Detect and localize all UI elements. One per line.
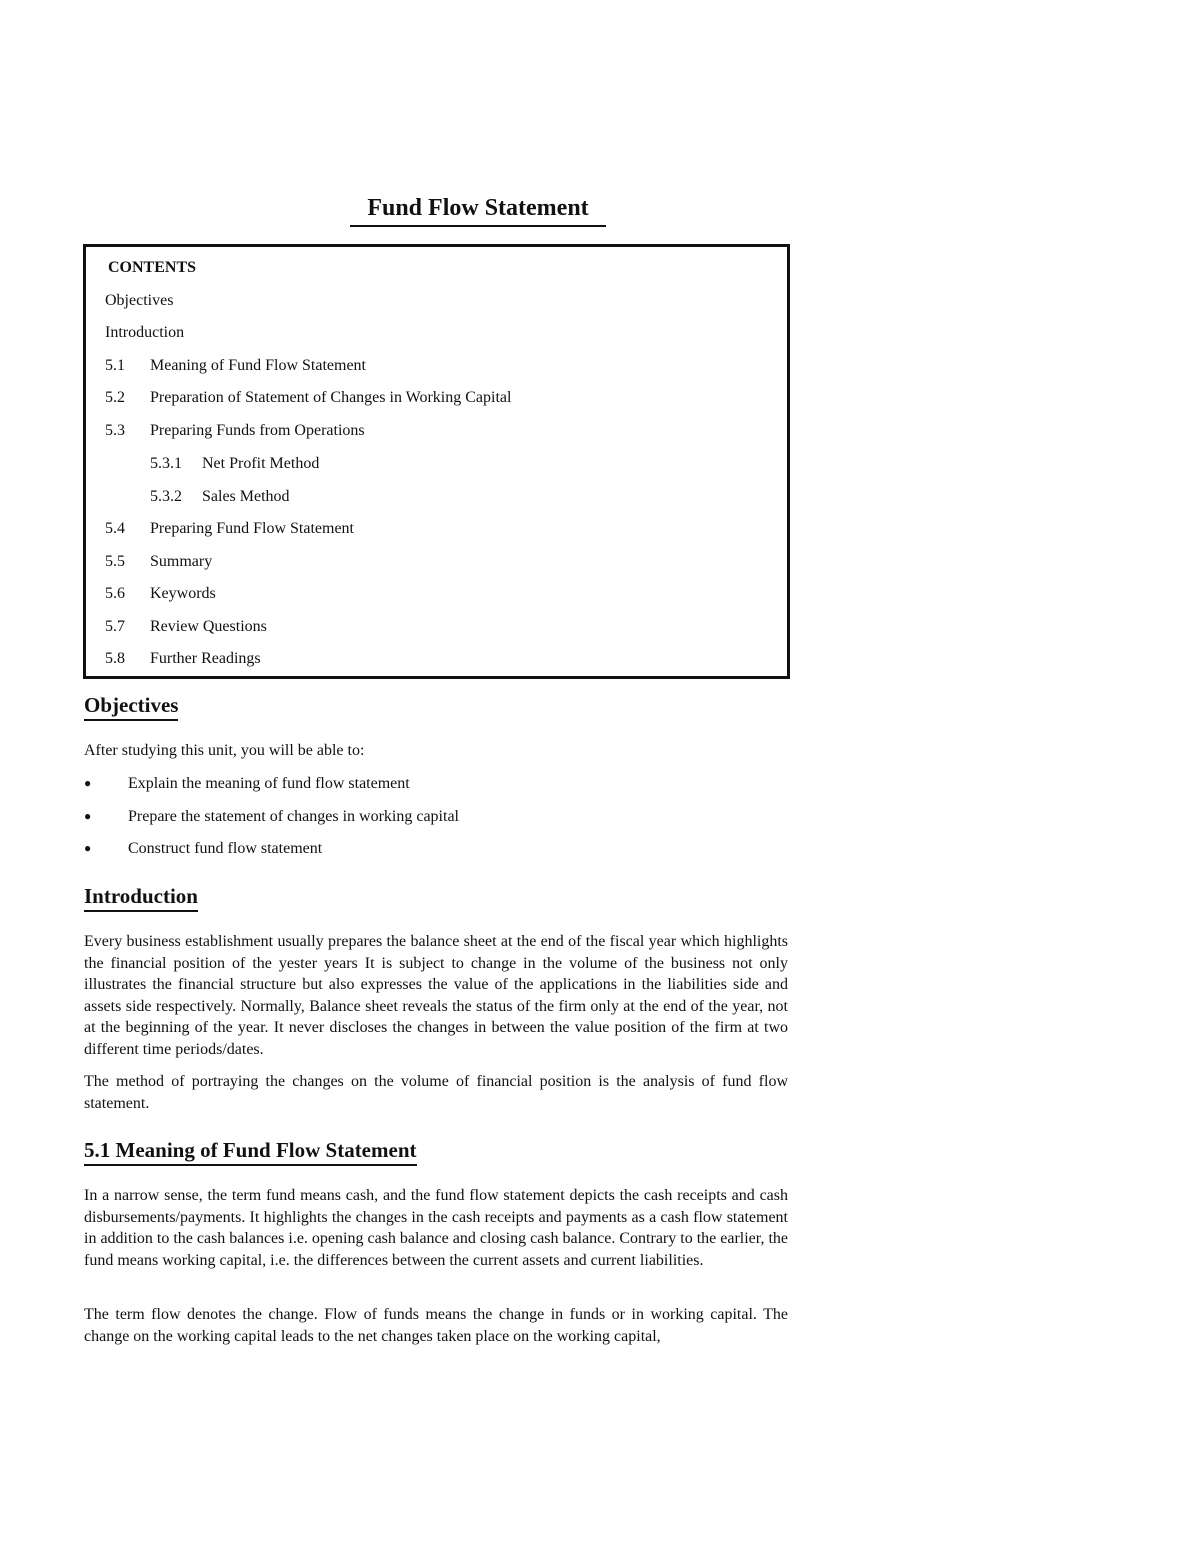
objective-bullet-item [84, 772, 410, 795]
toc-item-label: Net Profit Method [202, 455, 320, 472]
meaning-heading: 5.1 Meaning of Fund Flow Statement [84, 1137, 417, 1166]
objective-bullet-item [84, 837, 322, 860]
toc-item-label: Preparing Funds from Operations [150, 422, 365, 439]
toc-item-number: 5.7 [105, 618, 125, 635]
introduction-paragraph-1: Every business establishment usually prepares the balance sheet at the end of the fiscal year which highlights the financial position of the yester years It is subject to change in the volume of the business not only illustrates the financial structure but also expresses the value of the applications in the liabilities side and assets side respectively. Normally, Balance sheet reveals the status of the firm only at the end of the year, not at the beginning of the year. It never discloses the changes in between the value position of the firm at two different time periods/dates. [84, 933, 788, 1058]
toc-item-number: 5.1 [105, 357, 125, 374]
toc-item-number: 5.4 [105, 520, 125, 537]
toc-item-5-3-1 [150, 453, 319, 475]
bullet-icon: ● [84, 841, 92, 855]
toc-item-label: Summary [150, 553, 213, 570]
toc-item-5-3-2 [150, 486, 290, 508]
toc-item-label: Further Readings [150, 650, 261, 667]
objective-text: Explain the meaning of fund flow statement [128, 775, 410, 792]
toc-item-label: Preparing Fund Flow Statement [150, 520, 354, 537]
contents-heading: CONTENTS [108, 259, 197, 276]
bullet-icon: ● [84, 776, 92, 790]
meaning-paragraph-1: In a narrow sense, the term fund means cash, and the fund flow statement depicts the cash receipts and cash disbursements/payments. It highlights the changes in the cash receipts and payments as a cash flow statement in addition to the cash balances i.e. opening cash balance and closing cash balance. Contrary to the earlier, the fund means working capital, i.e. the differences between the current assets and current liabilities. [84, 1187, 788, 1269]
toc-item-5-6 [105, 583, 216, 605]
toc-item-number: 5.2 [105, 389, 125, 406]
toc-item-introduction [105, 322, 184, 344]
objectives-heading: Objectives [84, 692, 178, 721]
toc-item-label: Preparation of Statement of Changes in Working Capital [150, 389, 512, 406]
toc-item-label: Sales Method [202, 488, 290, 505]
page-title: Fund Flow Statement [350, 193, 606, 227]
toc-item-5-2 [105, 387, 511, 409]
toc-item-number: 5.3.1 [150, 455, 182, 472]
toc-item-number: 5.3.2 [150, 488, 182, 505]
toc-item-number: 5.6 [105, 585, 125, 602]
toc-item-label: Keywords [150, 585, 216, 602]
toc-item-5-1 [105, 355, 366, 377]
toc-item-number: 5.5 [105, 553, 125, 570]
meaning-paragraph-2: The term flow denotes the change. Flow of funds means the change in funds or in working capital. The change on the working capital leads to the net changes taken place on the working capital, [84, 1306, 788, 1345]
toc-item-label: Meaning of Fund Flow Statement [150, 357, 366, 374]
toc-item-5-5 [105, 551, 212, 573]
toc-item-5-8 [105, 648, 261, 670]
introduction-heading: Introduction [84, 883, 198, 912]
contents-box [83, 244, 790, 679]
objective-bullet-item [84, 805, 459, 828]
toc-item-number: 5.8 [105, 650, 125, 667]
toc-item-label: Objectives [105, 292, 174, 309]
toc-item-label: Introduction [105, 324, 185, 341]
objective-text: Construct fund flow statement [128, 840, 323, 857]
toc-item-5-4 [105, 518, 354, 540]
introduction-paragraph-2: The method of portraying the changes on the volume of financial position is the analysis of fund flow statement. [84, 1073, 788, 1112]
toc-item-5-3 [105, 420, 365, 442]
objectives-intro: After studying this unit, you will be able to: [84, 742, 365, 759]
bullet-icon: ● [84, 809, 92, 823]
objective-text: Prepare the statement of changes in working capital [128, 808, 459, 825]
toc-item-label: Review Questions [150, 618, 267, 635]
toc-item-number: 5.3 [105, 422, 125, 439]
toc-item-5-7 [105, 616, 267, 638]
toc-item-objectives [105, 290, 173, 312]
